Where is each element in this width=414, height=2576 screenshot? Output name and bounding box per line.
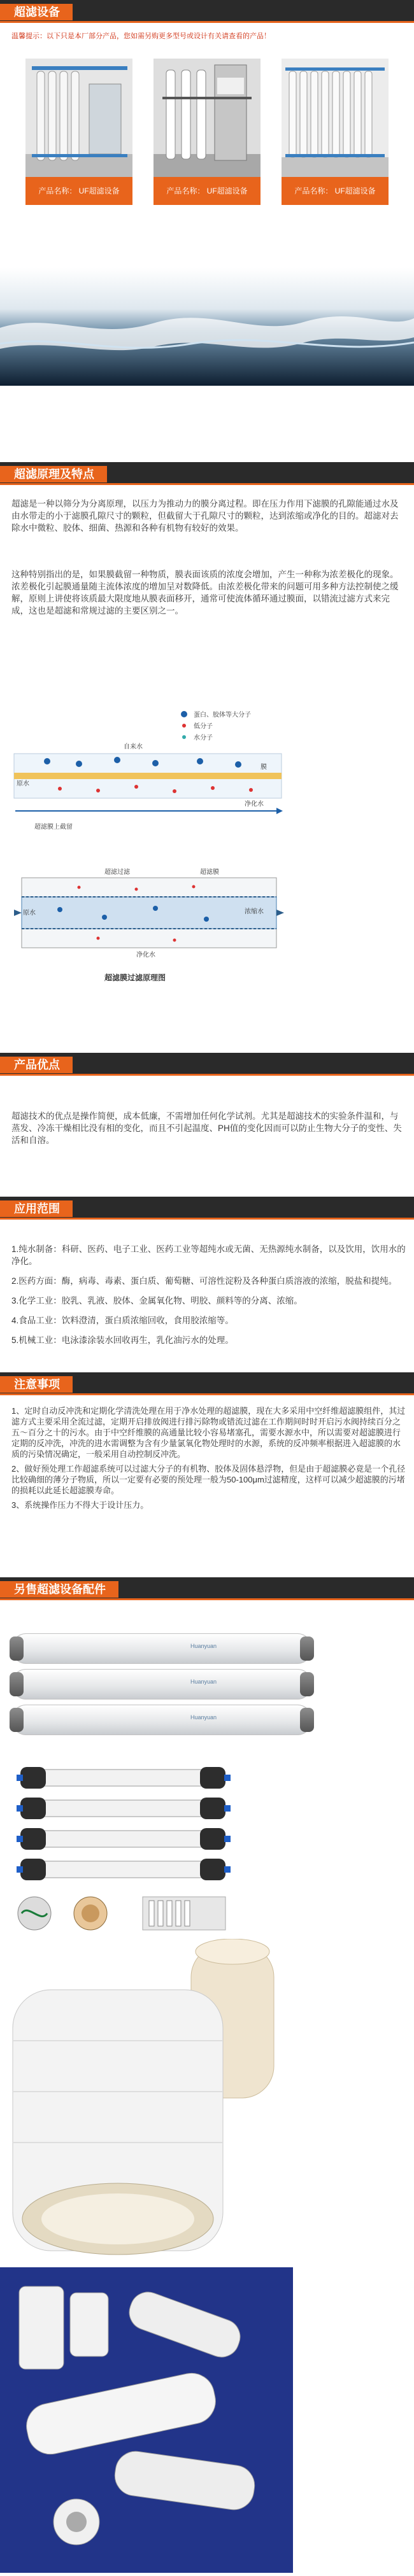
diagram-label-raw: 原水 [23,910,36,917]
product-image-art [153,59,261,177]
diagram-label-purified: 净化水 [245,801,264,808]
list-item: 1、定时自动反冲洗和定期化学清洗处理在用于净水处理的超滤膜，现在大多采用中空纤维超滤膜组件，其过滤方式主要采用全流过滤，定期开启排放阀进行排污除物或错流过滤在工作期间时时开启污水阀持续百分之五～百分之十的污水。由于中空纤维膜的高通量比较小容易堵塞孔，需要水源水中，所以需要对超滤膜进行定期的反冲洗，冲洗的进水需调整为含有少量氯氧化物处理时的水源，系统的反冲频率根据进入超滤膜的水质的污染情况确定，一般采用自动控制反冲洗。 [11,1406,406,1459]
cartridge-photo-art [0,1939,293,2261]
module-end-cap [300,1672,314,1696]
section-header-applications [0,1197,414,1220]
housing-modules-art [15,1758,232,1885]
section-header-equipment [0,0,414,23]
module-end-cap [300,1636,314,1661]
legend-large-molecule: 蛋白、胶体等大分子 [194,712,251,719]
section-title: 应用范围 [0,1200,73,1217]
principle-text-2: 这种特别指出的是，如果膜截留一种物质，膜表面该质的浓度会增加，产生一种称为浓差极化的现象。浓差极化引起膜通量随主流体浓度的增加呈对数降低。由浓差极化带来的问题可用多种方法控制使之缓解，原则上讲使将该质最大限度地从膜表面移开，通常可使流体循环通过膜面，以错流过滤方式来完成，这也是超滤和常规过滤的主要区别之一。 [11,570,399,616]
water-banner-art [0,267,414,386]
list-item: 4.食品工业：饮料澄清，蛋白质浓缩回收，食用胶浓缩等。 [11,1316,234,1325]
section-title: 超滤原理及特点 [0,466,107,482]
section-rail [0,1393,414,1395]
diagram-label-filtering: 超滤过滤 [104,869,130,876]
membrane-module [11,1669,312,1700]
list-item: 2、做好预处理工作超滤系统可以过滤大分子的有机物、胶体及固体悬浮物，但是由于超滤膜必竟是一个孔径比较确细的薄分子物质，所以一定要有必要的预处理一般为50-100μm过滤精度，这样可以减少超滤膜的污堵的损耗以此延长超滤膜寿命。 [11,1464,406,1495]
applications-list [11,1243,406,1346]
product-image-art [25,59,132,177]
intro-note: 温馨提示：以下只是本厂部分产品，您如需另购更多型号或设计有关请查看的产品！ [11,32,271,40]
section-title: 注意事项 [0,1376,73,1393]
module-brand: Huanyuan [190,1714,217,1721]
notes-list [11,1405,408,1510]
diagram-label-raw: 原水 [17,780,29,787]
section-rail [0,483,414,485]
filtration-diagram-2 [9,859,289,992]
product-card[interactable] [282,59,389,205]
section-title: 另售超滤设备配件 [0,1581,118,1598]
legend-small-molecule: 低分子 [194,723,213,730]
product-card[interactable] [153,59,261,205]
section-title: 超滤设备 [0,4,73,20]
fittings-photo [0,2267,293,2573]
diagram-label-retained: 超滤膜上截留 [34,824,73,831]
legend-water: 水分子 [194,735,213,742]
list-item: 2.医药方面：酶，病毒、毒素、蛋白质、葡萄糖、可溶性淀粉及各种蛋白质溶液的浓缩，脱盐和提纯。 [11,1276,397,1286]
section-header-principle [0,462,414,485]
advantages-text: 超滤技术的优点是操作简便，成本低廉，不需增加任何化学试剂。尤其是超滤技术的实验条件温和，与蒸发、冷冻干燥相比没有相的变化，而且不引起温度、PH值的变化因而可以防止生物大分子的变性、失活和自溶。 [11,1111,402,1145]
water-banner [0,267,414,386]
fittings-photo-art [0,2267,293,2573]
principle-text: 超滤是一种以筛分为分离原理，以压力为推动力的膜分离过程。即在压力作用下滤膜的孔隙能通过水及由水带走的小于滤膜孔隙尺寸的颗粒，但截留大于孔隙尺寸的颗粒，达到浓缩或净化的目的。超滤对去除水中微粒、胶体、细菌、热源和各种有机物有较好的效果。 [11,499,399,533]
diagram-label-concentrate: 浓缩水 [245,908,264,915]
diagram-label-tap: 自来水 [124,743,143,750]
cartridge-photo [0,1939,293,2261]
filtration-diagram-1 [9,703,287,849]
product-image-art [282,59,389,177]
membrane-module [11,1633,312,1664]
module-end-cap [10,1636,24,1661]
module-brand: Huanyuan [190,1679,217,1685]
module-end-cap [300,1708,314,1732]
section-header-advantages [0,1053,414,1076]
diagram-caption: 超滤膜过滤原理图 [104,973,166,982]
product-label: 产品名称： UF超滤设备 [282,177,389,205]
section-title: 产品优点 [0,1057,73,1073]
product-image [25,59,132,177]
accessory-thumbnails-art [15,1894,232,1932]
diagram-label-purified: 净化水 [136,952,155,959]
housing-modules [15,1758,232,1885]
list-item: 5.机械工业：电泳漆涂装水回收再生，乳化油污水的处理。 [11,1335,234,1345]
section-header-accessories [0,1577,414,1600]
section-header-notes [0,1372,414,1395]
product-label: 产品名称： UF超滤设备 [153,177,261,205]
diagram-label-membrane: 超滤膜 [200,869,219,876]
product-image [282,59,389,177]
list-item: 3、系统操作压力不得大于设计压力。 [11,1500,149,1510]
diagram-label-membrane: 膜 [261,764,267,771]
section-rail [0,1074,414,1076]
product-label: 产品名称： UF超滤设备 [25,177,132,205]
section-rail [0,1218,414,1220]
list-item: 3.化学工业：胶乳、乳液、胶体、金属氧化物、明胶、颜料等的分离、浓缩。 [11,1296,303,1306]
module-end-cap [10,1672,24,1696]
membrane-module [11,1705,312,1735]
list-item: 1.纯水制备：科研、医药、电子工业、医药工业等超纯水或无菌、无热源纯水制备，以及饮用，饮用水的净化。 [11,1244,406,1266]
product-image [153,59,261,177]
accessory-thumbnails [15,1894,232,1932]
module-end-cap [10,1708,24,1732]
module-brand: Huanyuan [190,1643,217,1649]
section-rail [0,1598,414,1600]
section-rail [0,21,414,23]
product-card[interactable] [25,59,132,205]
